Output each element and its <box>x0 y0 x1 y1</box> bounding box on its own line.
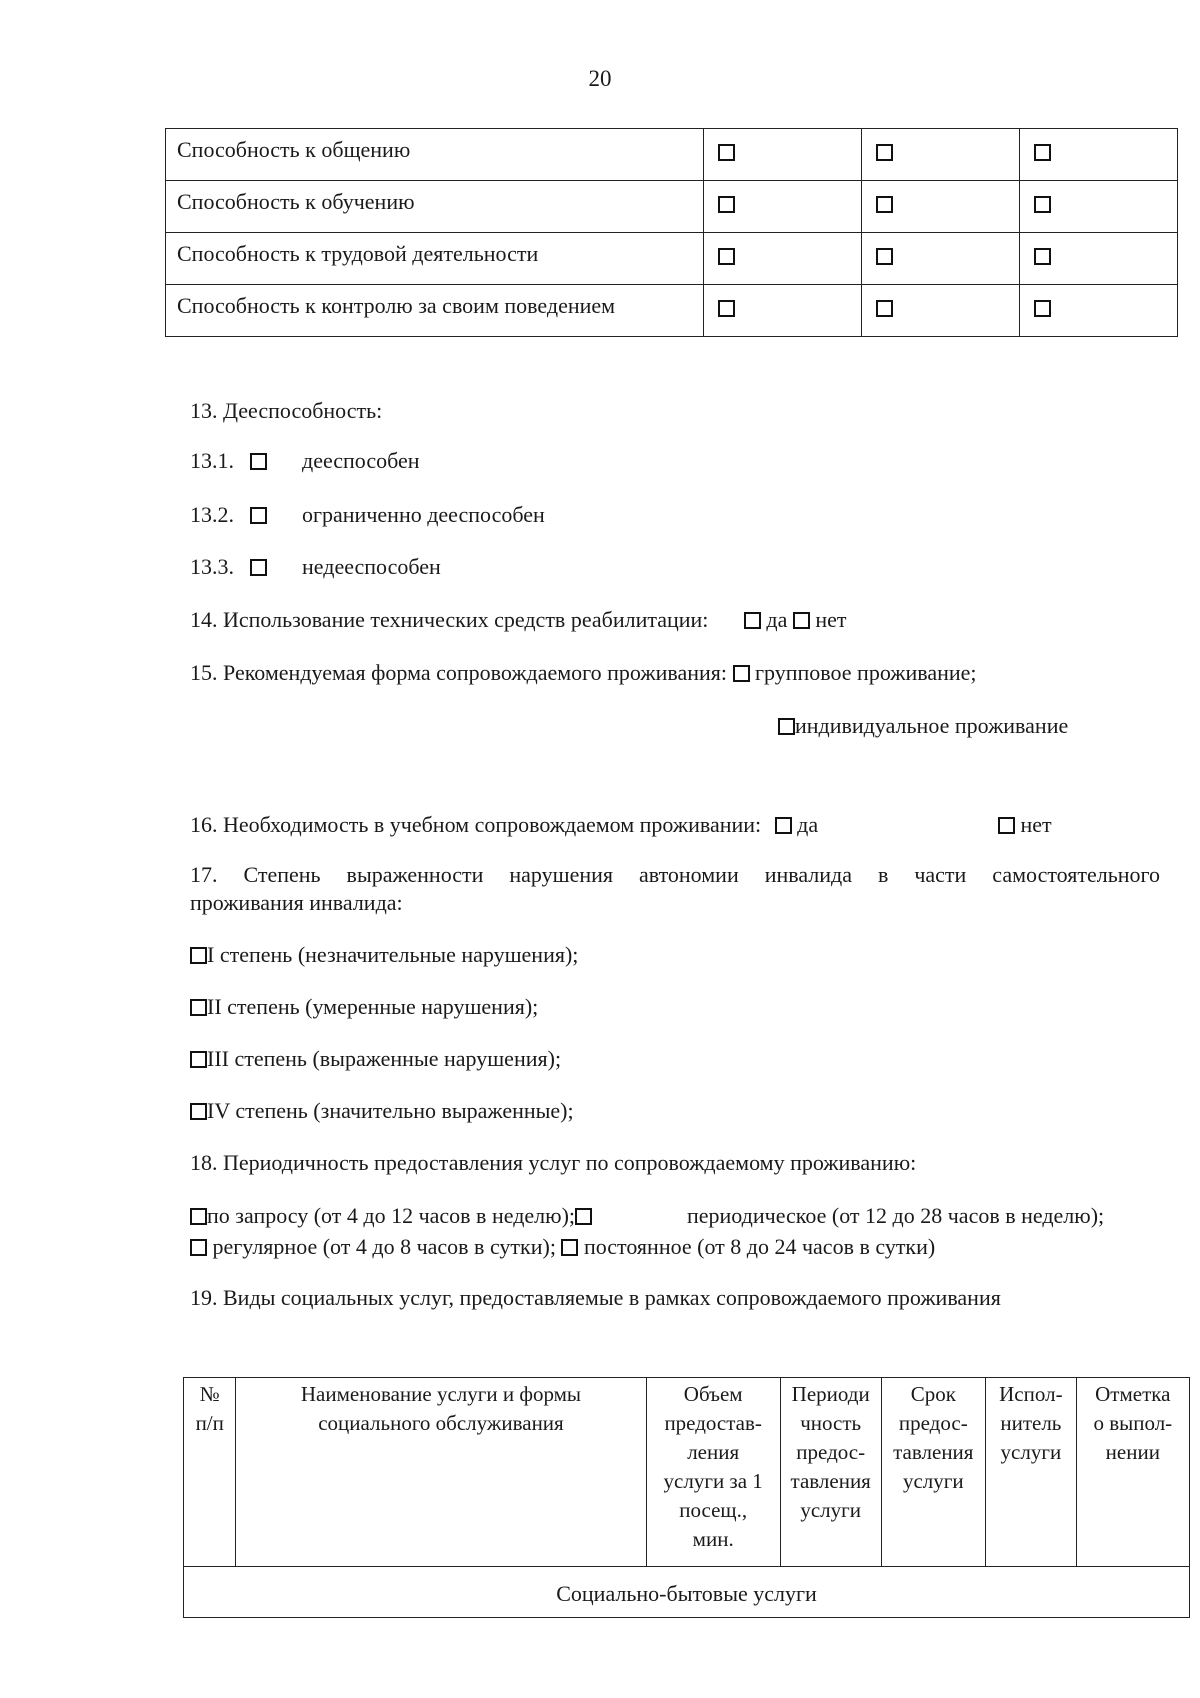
header-text-line: Отметка <box>1095 1382 1171 1406</box>
ability-table <box>165 128 1178 337</box>
checkbox[interactable] <box>718 248 735 265</box>
q17-line-1: 17. Степень выраженности нарушения автономии инвалида в части самостоятельного <box>190 862 1160 887</box>
q13-option-num: 13.1. <box>190 448 234 473</box>
header-text-line: предос- <box>898 1411 968 1435</box>
header-text-line: Наименование услуги и формы <box>300 1382 582 1406</box>
checkbox[interactable] <box>190 1051 207 1068</box>
q18-option-4: постоянное (от 8 до 24 часов в сутки) <box>583 1234 936 1259</box>
checkbox-group-living[interactable] <box>733 665 750 682</box>
header-text-line: Объем <box>683 1382 743 1406</box>
ability-checkbox-cell <box>1019 285 1177 337</box>
ability-row <box>166 285 1178 337</box>
checkbox[interactable] <box>561 1239 578 1256</box>
q13-option-2 <box>190 502 545 528</box>
q18-option-1: по запросу (от 4 до 12 часов в неделю); <box>207 1203 576 1228</box>
checkbox[interactable] <box>876 196 893 213</box>
q19-title: 19. Виды социальных услуг, предоставляемые в рамках сопровождаемого проживания <box>190 1285 1001 1310</box>
services-header-cell <box>986 1378 1077 1567</box>
ability-label: Способность к трудовой деятельности <box>166 233 704 285</box>
q18-title: 18. Периодичность предоставления услуг по сопровождаемому проживанию: <box>190 1150 917 1175</box>
q13-option-num: 13.3. <box>190 554 234 579</box>
header-text-line: № <box>199 1382 220 1406</box>
header-text-line: Периоди <box>791 1382 870 1406</box>
q15-text: 15. Рекомендуемая форма сопровождаемого проживания: <box>190 660 727 685</box>
ability-checkbox-cell <box>861 285 1019 337</box>
q16-yes-label: да <box>797 812 819 837</box>
ability-checkbox-cell <box>861 181 1019 233</box>
ability-checkbox-cell <box>861 129 1019 181</box>
services-section-row <box>184 1567 1190 1618</box>
header-text-line: о выпол- <box>1093 1411 1173 1435</box>
q15-option-1: групповое проживание; <box>755 660 977 685</box>
ability-label: Способность к обучению <box>166 181 704 233</box>
header-text-line: предостав- <box>664 1411 762 1435</box>
header-text-line: ления <box>687 1440 740 1464</box>
q13-option-label: недееспособен <box>302 554 441 579</box>
q17-option-label: II степень (умеренные нарушения); <box>207 994 539 1019</box>
services-header-cell <box>184 1378 236 1567</box>
header-text-line: мин. <box>692 1527 734 1551</box>
q17-option-1 <box>190 942 578 968</box>
header-text-line: предос- <box>796 1440 866 1464</box>
checkbox[interactable] <box>1034 248 1051 265</box>
header-text-line: нитель <box>1000 1411 1062 1435</box>
ability-checkbox-cell <box>703 181 861 233</box>
ability-checkbox-cell <box>703 129 861 181</box>
checkbox-no[interactable] <box>998 817 1015 834</box>
header-text-line: тавления <box>790 1469 871 1493</box>
header-text-line: тавления <box>893 1440 974 1464</box>
services-header-cell <box>236 1378 646 1567</box>
ability-checkbox-cell <box>703 233 861 285</box>
services-header-cell <box>646 1378 780 1567</box>
services-header-cell <box>780 1378 881 1567</box>
checkbox[interactable] <box>718 144 735 161</box>
q13-option-label: ограниченно дееспособен <box>302 502 545 527</box>
q16 <box>190 812 818 838</box>
q15-option-2: индивидуальное проживание <box>795 713 1069 738</box>
ability-checkbox-cell <box>703 285 861 337</box>
checkbox[interactable] <box>190 1103 207 1120</box>
ability-checkbox-cell <box>1019 181 1177 233</box>
services-table <box>183 1377 1190 1618</box>
ability-label: Способность к контролю за своим поведением <box>166 285 704 337</box>
q17-option-label: IV степень (значительно выраженные); <box>207 1098 574 1123</box>
services-header-row <box>184 1378 1190 1567</box>
checkbox[interactable] <box>190 1239 207 1256</box>
q14-yes-label: да <box>766 607 788 632</box>
checkbox-no[interactable] <box>793 612 810 629</box>
checkbox[interactable] <box>190 1208 207 1225</box>
header-text-line: услуги <box>800 1498 862 1522</box>
q17-option-3 <box>190 1046 561 1072</box>
header-text-line: социального обслуживания <box>318 1411 564 1435</box>
ability-label: Способность к общению <box>166 129 704 181</box>
q18-option-3: регулярное (от 4 до 8 часов в сутки); <box>212 1234 556 1259</box>
ability-checkbox-cell <box>1019 129 1177 181</box>
checkbox[interactable] <box>718 196 735 213</box>
header-text-line: Испол- <box>999 1382 1063 1406</box>
services-header-cell <box>1076 1378 1189 1567</box>
header-text-line: услуги <box>1000 1440 1062 1464</box>
checkbox-yes[interactable] <box>744 612 761 629</box>
header-text-line: услуги <box>902 1469 964 1493</box>
q16-text: 16. Необходимость в учебном сопровождаемом проживании: <box>190 812 762 837</box>
header-text-line: чность <box>800 1411 862 1435</box>
section-social-household: Социально-бытовые услуги <box>184 1567 1190 1618</box>
q17-line-2: проживания инвалида: <box>190 890 403 915</box>
q17-option-4 <box>190 1098 574 1124</box>
checkbox[interactable] <box>1034 300 1051 317</box>
page-number: 20 <box>588 66 612 91</box>
checkbox[interactable] <box>1034 196 1051 213</box>
checkbox[interactable] <box>190 999 207 1016</box>
q14 <box>190 607 847 633</box>
q13-option-num: 13.2. <box>190 502 234 527</box>
checkbox[interactable] <box>250 559 267 576</box>
checkbox-individual-living[interactable] <box>778 718 795 735</box>
q13-title: 13. Дееспособность: <box>190 398 383 423</box>
checkbox[interactable] <box>575 1208 592 1225</box>
checkbox[interactable] <box>1034 144 1051 161</box>
ability-row <box>166 233 1178 285</box>
q17-option-2 <box>190 994 538 1020</box>
q18-row-2 <box>190 1234 935 1260</box>
services-header-cell <box>881 1378 986 1567</box>
header-text-line: нении <box>1105 1440 1160 1464</box>
header-text-line: услуги за 1 <box>663 1469 763 1493</box>
q18-row-1 <box>190 1203 592 1229</box>
q13-option-label: дееспособен <box>302 448 420 473</box>
q13-option-1 <box>190 448 420 474</box>
ability-row <box>166 129 1178 181</box>
checkbox[interactable] <box>876 248 893 265</box>
q13-option-3 <box>190 554 441 580</box>
q15-option-2-line <box>778 713 1068 739</box>
ability-row <box>166 181 1178 233</box>
checkbox[interactable] <box>718 300 735 317</box>
q16-no-label: нет <box>1020 812 1052 837</box>
q16-no <box>998 812 1052 838</box>
checkbox[interactable] <box>190 947 207 964</box>
checkbox-yes[interactable] <box>775 817 792 834</box>
checkbox[interactable] <box>250 507 267 524</box>
q14-no-label: нет <box>815 607 847 632</box>
q17-option-label: I степень (незначительные нарушения); <box>207 942 579 967</box>
header-text-line: п/п <box>195 1411 224 1435</box>
q14-text: 14. Использование технических средств реабилитации: <box>190 607 709 632</box>
q15 <box>190 660 977 686</box>
checkbox[interactable] <box>250 453 267 470</box>
header-text-line: посещ., <box>679 1498 748 1522</box>
header-text-line: Срок <box>910 1382 956 1406</box>
ability-checkbox-cell <box>1019 233 1177 285</box>
checkbox[interactable] <box>876 144 893 161</box>
q17-option-label: III степень (выраженные нарушения); <box>207 1046 562 1071</box>
checkbox[interactable] <box>876 300 893 317</box>
q18-option-2: периодическое (от 12 до 28 часов в неделю); <box>687 1203 1105 1228</box>
ability-checkbox-cell <box>861 233 1019 285</box>
